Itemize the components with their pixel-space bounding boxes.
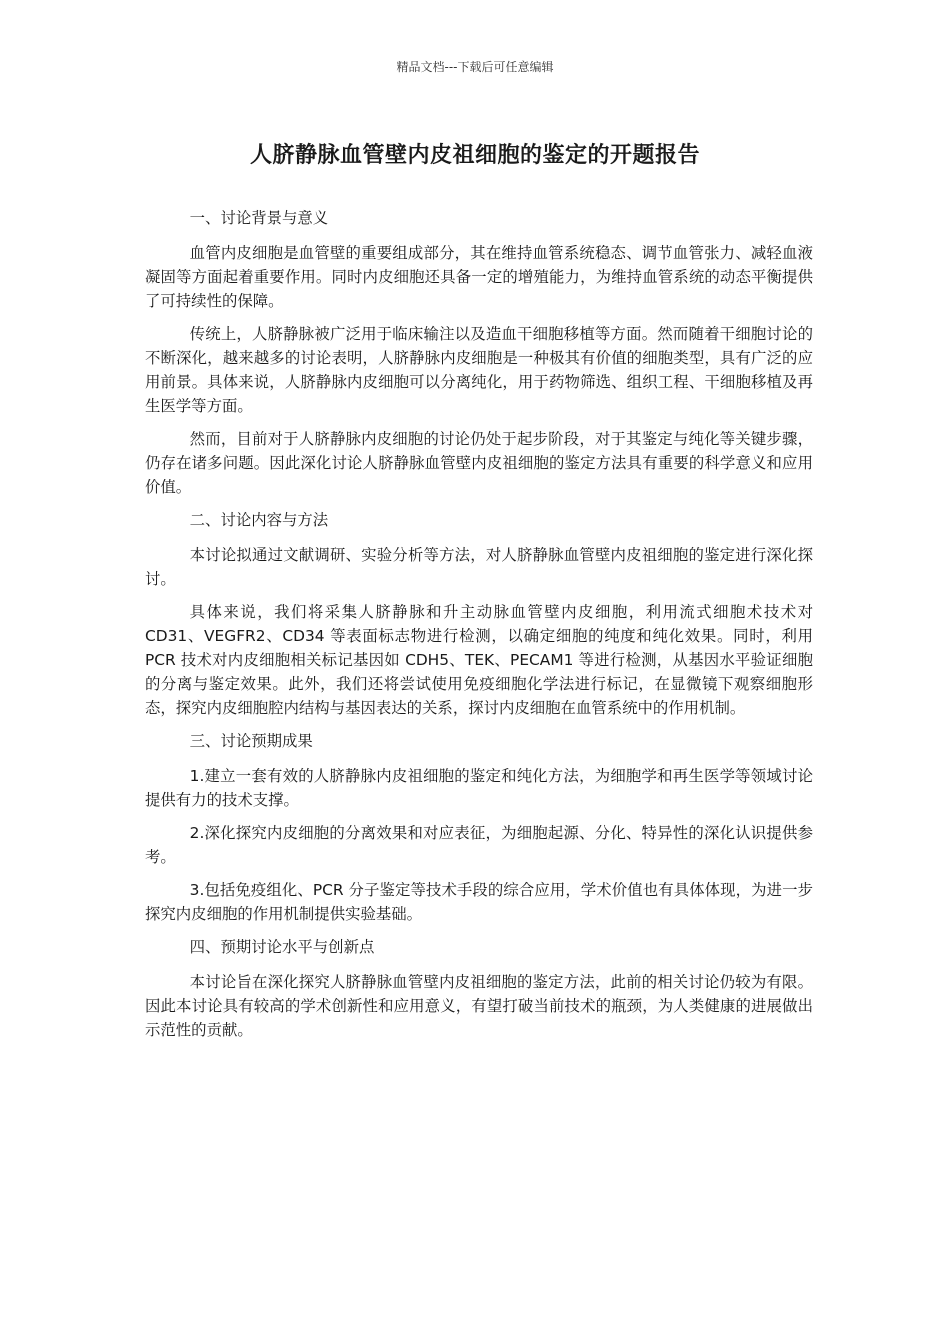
paragraph: 具体来说，我们将采集人脐静脉和升主动脉血管壁内皮细胞，利用流式细胞术技术对 CD31、VEGFR2、CD34 等表面标志物进行检测，以确定细胞的纯度和纯化效果。同时，利用 PCR 技术对内皮细胞相关标记基因如 CDH5、TEK、PECAM1 等进行检测，从基因水平验证细胞的分离与鉴定效果。此外，我们还将尝试使用免疫细胞化学法进行标记，在显微镜下观察细胞形态，探究内皮细胞腔内结构与基因表达的关系，探讨内皮细胞在血管系统中的作用机制。	[145, 603, 813, 717]
section-heading-innovation: 四、预期讨论水平与创新点	[189, 938, 375, 956]
list-item: 1.建立一套有效的人脐静脉内皮祖细胞的鉴定和纯化方法，为细胞学和再生医学等领域讨论提供有力的技术支撑。	[145, 767, 813, 809]
list-item: 3.包括免疫组化、PCR 分子鉴定等技术手段的综合应用，学术价值也有具体体现，为进一步探究内皮细胞的作用机制提供实验基础。	[145, 881, 813, 923]
document-title: 人脐静脉血管壁内皮祖细胞的鉴定的开题报告	[249, 143, 700, 168]
paragraph: 传统上，人脐静脉被广泛用于临床输注以及造血干细胞移植等方面。然而随着干细胞讨论的不断深化，越来越多的讨论表明，人脐静脉内皮细胞是一种极其有价值的细胞类型，具有广泛的应用前景。具体来说，人脐静脉内皮细胞可以分离纯化，用于药物筛选、组织工程、干细胞移植及再生医学等方面。	[145, 325, 813, 415]
paragraph: 本讨论旨在深化探究人脐静脉血管壁内皮祖细胞的鉴定方法，此前的相关讨论仍较为有限。因此本讨论具有较高的学术创新性和应用意义，有望打破当前技术的瓶颈，为人类健康的进展做出示范性的贡献。	[145, 973, 813, 1039]
section-heading-outcomes: 三、讨论预期成果	[189, 732, 313, 750]
document-body	[145, 206, 813, 1051]
header-note: 精品文档---下载后可任意编辑	[396, 60, 554, 74]
section-heading-methods: 二、讨论内容与方法	[189, 511, 329, 529]
paragraph: 血管内皮细胞是血管壁的重要组成部分，其在维持血管系统稳态、调节血管张力、减轻血液凝固等方面起着重要作用。同时内皮细胞还具备一定的增殖能力，为维持血管系统的动态平衡提供了可持续性的保障。	[145, 244, 813, 310]
paragraph: 然而，目前对于人脐静脉内皮细胞的讨论仍处于起步阶段，对于其鉴定与纯化等关键步骤，仍存在诸多问题。因此深化讨论人脐静脉血管壁内皮祖细胞的鉴定方法具有重要的科学意义和应用价值。	[145, 430, 813, 496]
paragraph: 本讨论拟通过文献调研、实验分析等方法，对人脐静脉血管壁内皮祖细胞的鉴定进行深化探讨。	[145, 546, 813, 588]
list-item: 2.深化探究内皮细胞的分离效果和对应表征，为细胞起源、分化、特异性的深化认识提供参考。	[145, 824, 813, 866]
section-heading-background: 一、讨论背景与意义	[189, 209, 329, 227]
